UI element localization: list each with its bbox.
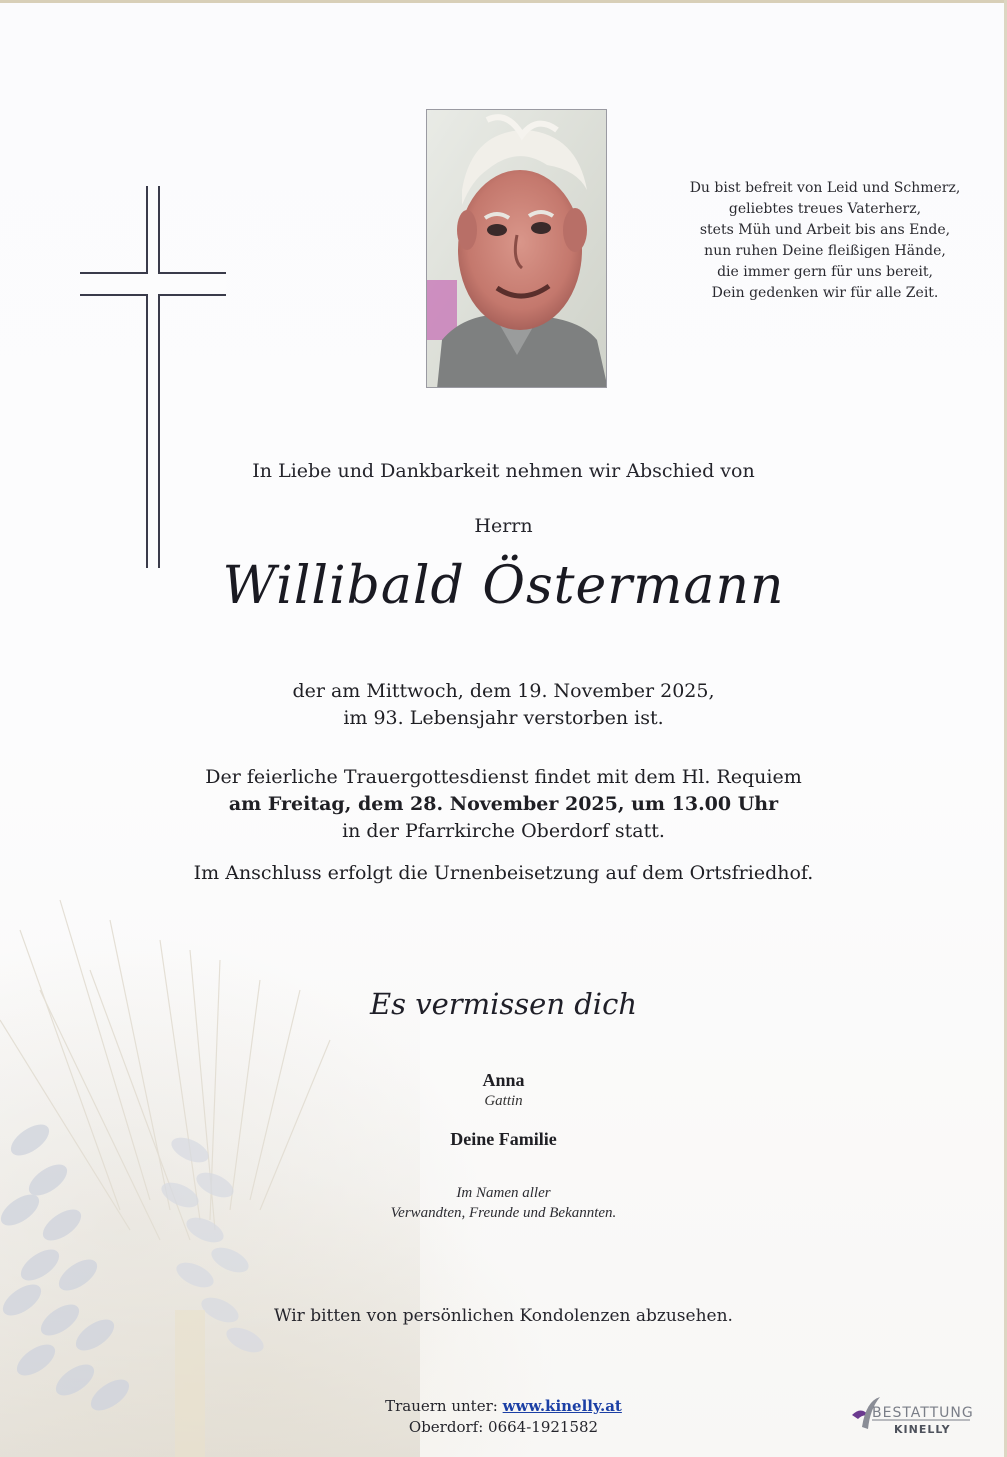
phone-number: Oberdorf: 0664-1921582 — [408, 1418, 599, 1436]
poem-line: stets Müh und Arbeit bis ans Ende, — [699, 222, 951, 238]
bestattung-kinelly-logo — [848, 1393, 974, 1439]
mourners-heading: Es vermissen dich — [369, 987, 638, 1021]
portrait-image — [427, 110, 607, 388]
burial-notice: Im Anschluss erfolgt die Urnenbeisetzung auf dem Ortsfriedhof. — [193, 862, 814, 884]
death-line-1: der am Mittwoch, dem 19. November 2025, — [292, 680, 715, 702]
mourner-family: Deine Familie — [450, 1129, 557, 1149]
intro-text: In Liebe und Dankbarkeit nehmen wir Abschied von — [252, 460, 755, 482]
trauern-label: Trauern unter: — [385, 1397, 498, 1415]
service-date-bold: am Freitag, dem 28. November 2025, um 13.00 Uhr — [228, 793, 779, 815]
service-date — [0, 791, 1007, 818]
poem-line: nun ruhen Deine fleißigen Hände, — [704, 243, 946, 259]
on-behalf-line-1: Im Namen aller — [456, 1185, 551, 1201]
mourner-relation: Gattin — [484, 1093, 523, 1109]
poem-line: Dein gedenken wir für alle Zeit. — [711, 285, 939, 301]
service-line-3: in der Pfarrkirche Oberdorf statt. — [342, 820, 665, 842]
on-behalf-text — [0, 1183, 1007, 1223]
poem-line: geliebtes treues Vaterherz, — [728, 201, 922, 217]
poem-line: die immer gern für uns bereit, — [717, 264, 933, 280]
mourner-name: Anna — [482, 1070, 525, 1090]
poem-line: Du bist befreit von Leid und Schmerz, — [689, 180, 961, 196]
website-link[interactable]: www.kinelly.at — [502, 1397, 622, 1415]
logo-line-1: BESTATTUNG — [872, 1405, 974, 1421]
death-notice — [0, 678, 1007, 732]
poem — [680, 178, 970, 304]
service-line-1: Der feierliche Trauergottesdienst findet mit dem Hl. Requiem — [205, 766, 802, 788]
deceased-name: Willibald Östermann — [222, 556, 785, 616]
condolence-note: Wir bitten von persönlichen Kondolenzen abzusehen. — [274, 1306, 733, 1326]
death-line-2: im 93. Lebensjahr verstorben ist. — [343, 707, 664, 729]
wheat-decoration — [0, 880, 420, 1457]
logo-line-2: KINELLY — [894, 1423, 951, 1436]
cross-icon — [80, 186, 228, 570]
portrait-photo — [426, 109, 607, 388]
salutation: Herrn — [474, 515, 533, 537]
service-notice — [0, 764, 1007, 845]
top-edge — [0, 0, 1007, 3]
on-behalf-line-2: Verwandten, Freunde und Bekannten. — [390, 1205, 617, 1221]
